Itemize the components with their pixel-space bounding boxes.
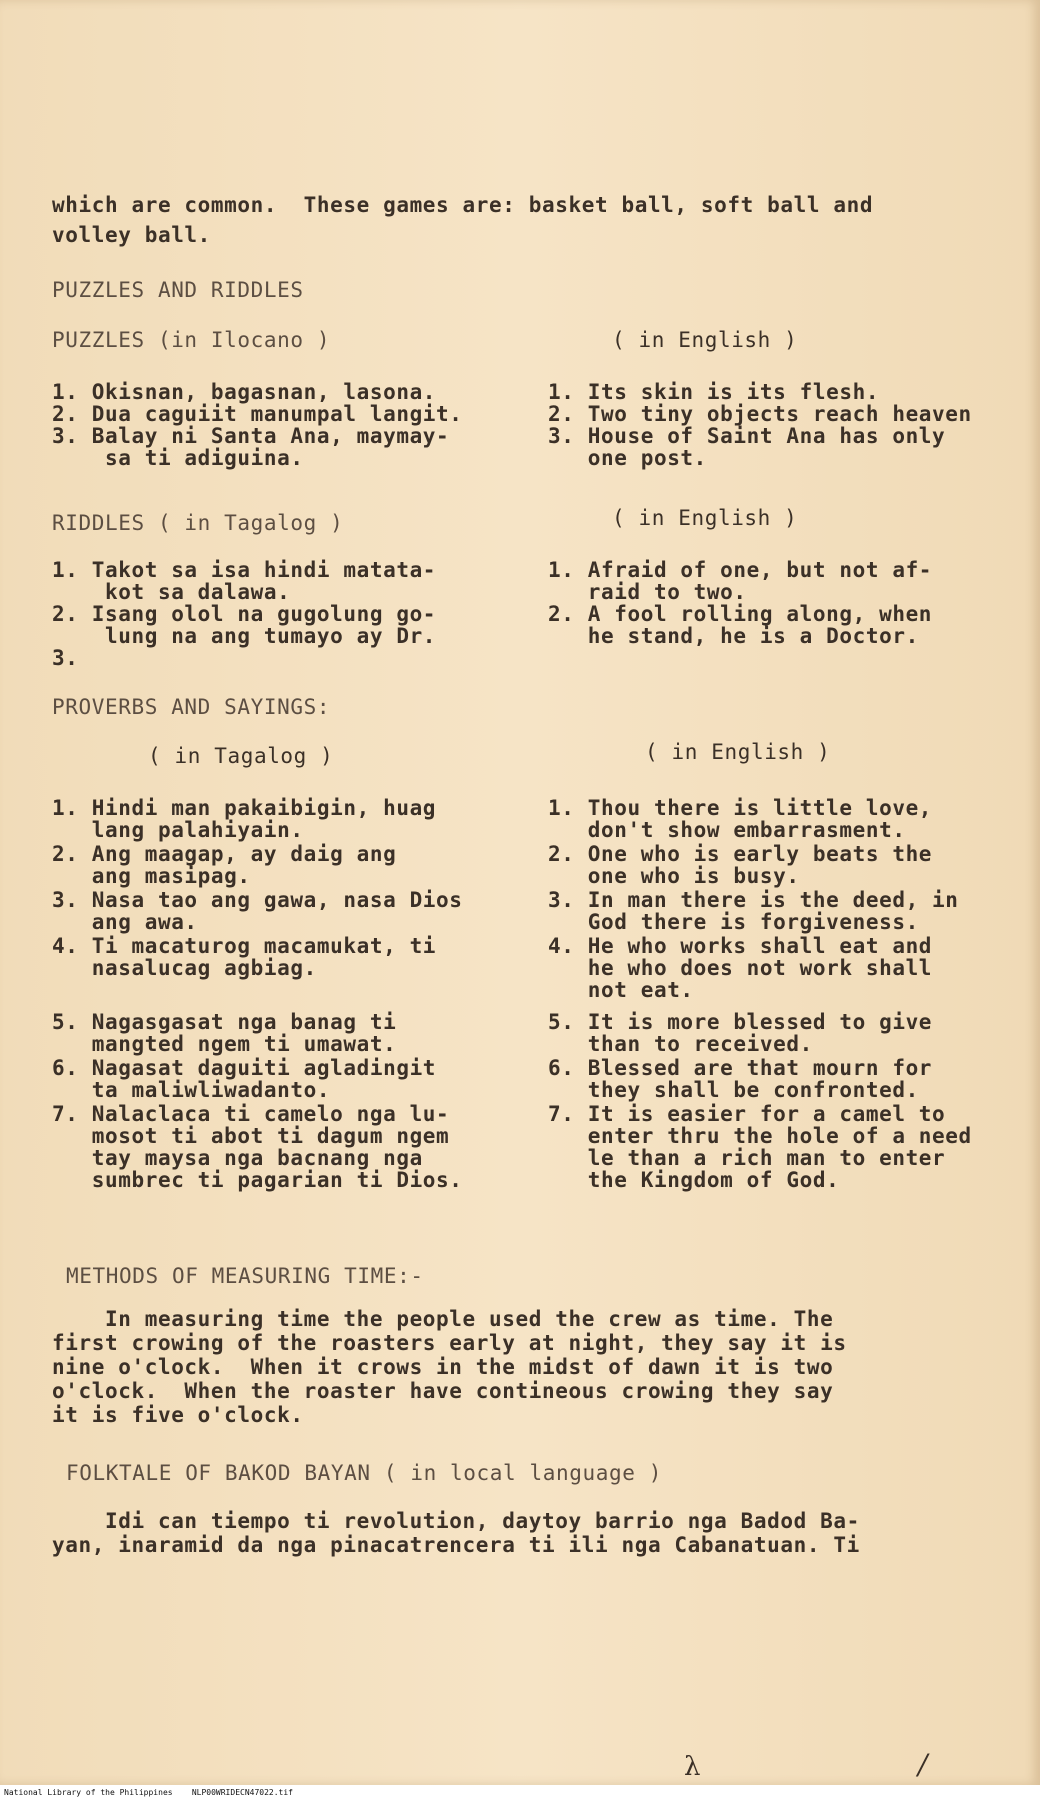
proverb-left-line: 3. Nasa tao ang gawa, nasa Dios: [52, 888, 463, 912]
proverb-right-line: 7. It is easier for a camel to: [548, 1102, 946, 1126]
riddles-right-list: [548, 559, 932, 647]
proverb-right-line: 3. In man there is the deed, in: [548, 888, 959, 912]
proverb-left-line: ta maliwliwadanto.: [52, 1078, 331, 1102]
proverbs-left-list: [52, 797, 463, 1191]
puzzles-right-list: [548, 381, 972, 469]
riddle-right-4: he stand, he is a Doctor.: [548, 624, 919, 648]
proverb-right-line: 2. One who is early beats the: [548, 842, 933, 866]
proverb-right-line: the Kingdom of God.: [548, 1168, 840, 1192]
proverb-right-line: 6. Blessed are that mourn for: [548, 1056, 933, 1080]
scan-margin: [1040, 0, 1049, 1800]
riddle-left-5: 3.: [52, 646, 79, 670]
proverb-left-line: 1. Hindi man pakaibigin, huag: [52, 796, 437, 820]
riddles-label-left: RIDDLES ( in Tagalog ): [52, 511, 344, 535]
puzzle-left-1: 1. Okisnan, bagasnan, lasona.: [52, 380, 437, 404]
proverb-right-line: God there is forgiveness.: [548, 910, 919, 934]
puzzle-left-4: sa ti adiguina.: [52, 446, 304, 470]
riddle-right-2: raid to two.: [548, 580, 747, 604]
riddle-left-3: 2. Isang olol na gugolung go-: [52, 602, 437, 626]
proverb-left-line: 6. Nagasat daguiti agladingit: [52, 1056, 437, 1080]
puzzle-right-2: 2. Two tiny objects reach heaven: [548, 402, 972, 426]
puzzle-right-3: 3. House of Saint Ana has only: [548, 424, 946, 448]
intro-line-1: which are common. These games are: basket ball, soft ball and: [52, 193, 874, 217]
handwritten-mark: /: [918, 1748, 928, 1781]
puzzles-label-left: PUZZLES (in Ilocano ): [52, 328, 331, 352]
methods-line: it is five o'clock.: [52, 1403, 304, 1427]
riddles-left-list: [52, 559, 436, 669]
riddle-left-4: lung na ang tumayo ay Dr.: [52, 624, 437, 648]
proverb-left-line: mangted ngem ti umawat.: [52, 1032, 397, 1056]
proverb-right-line: 4. He who works shall eat and: [548, 934, 933, 958]
proverb-left-line: 4. Ti macaturog macamukat, ti: [52, 934, 437, 958]
proverb-left-line: 2. Ang maagap, ay daig ang: [52, 842, 397, 866]
methods-heading: METHODS OF MEASURING TIME:-: [66, 1264, 424, 1288]
proverbs-right-list: [548, 797, 972, 1191]
proverbs-label-left: ( in Tagalog ): [148, 744, 334, 768]
puzzle-right-4: one post.: [548, 446, 707, 470]
folktale-heading: FOLKTALE OF BAKOD BAYAN ( in local language ): [66, 1461, 662, 1485]
puzzle-left-3: 3. Balay ni Santa Ana, maymay-: [52, 424, 450, 448]
proverb-left-line: mosot ti abot ti dagum ngem: [52, 1124, 450, 1148]
riddle-right-3: 2. A fool rolling along, when: [548, 602, 933, 626]
proverb-right-line: 5. It is more blessed to give: [548, 1010, 933, 1034]
riddles-label-right: ( in English ): [612, 506, 798, 530]
scan-footer: National Library of the Philippines NLP00WRIDECN47022.tif: [4, 1788, 293, 1797]
proverb-right-line: than to received.: [548, 1032, 813, 1056]
proverb-left-line: nasalucag agbiag.: [52, 956, 317, 980]
proverb-left-line: lang palahiyain.: [52, 818, 304, 842]
methods-line: In measuring time the people used the crew as time. The: [52, 1307, 834, 1331]
proverb-left-line: 5. Nagasgasat nga banag ti: [52, 1010, 397, 1034]
proverb-right-line: le than a rich man to enter: [548, 1146, 946, 1170]
riddle-right-1: 1. Afraid of one, but not af-: [548, 558, 933, 582]
proverb-left-line: tay maysa nga bacnang nga: [52, 1146, 423, 1170]
methods-line: o'clock. When the roaster have contineous crowing they say: [52, 1379, 834, 1403]
folktale-line: yan, inaramid da nga pinacatrencera ti ili nga Cabanatuan. Ti: [52, 1533, 860, 1557]
puzzles-riddles-heading: PUZZLES AND RIDDLES: [52, 278, 304, 302]
folktale-line: Idi can tiempo ti revolution, daytoy barrio nga Badod Ba-: [52, 1509, 860, 1533]
riddle-left-2: kot sa dalawa.: [52, 580, 291, 604]
proverb-right-line: 1. Thou there is little love,: [548, 796, 933, 820]
proverb-right-line: they shall be confronted.: [548, 1078, 919, 1102]
proverb-right-line: not eat.: [548, 978, 694, 1002]
proverb-left-line: ang awa.: [52, 910, 198, 934]
proverb-left-line: ang masipag.: [52, 864, 251, 888]
methods-line: nine o'clock. When it crows in the midst of dawn it is two: [52, 1355, 834, 1379]
proverb-right-line: don't show embarrasment.: [548, 818, 906, 842]
puzzles-label-right: ( in English ): [612, 328, 798, 352]
proverbs-label-right: ( in English ): [645, 740, 831, 764]
riddle-left-1: 1. Takot sa isa hindi matata-: [52, 558, 437, 582]
folktale-paragraph: [52, 1510, 860, 1556]
puzzles-left-list: [52, 381, 463, 469]
proverb-left-line: sumbrec ti pagarian ti Dios.: [52, 1168, 463, 1192]
methods-paragraph: [52, 1308, 847, 1426]
proverb-right-line: he who does not work shall: [548, 956, 933, 980]
puzzle-right-1: 1. Its skin is its flesh.: [548, 380, 880, 404]
handwritten-mark: λ: [684, 1752, 701, 1782]
proverbs-heading: PROVERBS AND SAYINGS:: [52, 695, 331, 719]
proverb-left-spacer: [52, 979, 463, 1001]
intro-line-2: volley ball.: [52, 223, 211, 247]
proverb-right-line: one who is busy.: [548, 864, 800, 888]
puzzle-left-2: 2. Dua caguiit manumpal langit.: [52, 402, 463, 426]
methods-line: first crowing of the roasters early at night, they say it is: [52, 1331, 847, 1355]
proverb-left-line: 7. Nalaclaca ti camelo nga lu-: [52, 1102, 450, 1126]
proverb-right-line: enter thru the hole of a need: [548, 1124, 972, 1148]
